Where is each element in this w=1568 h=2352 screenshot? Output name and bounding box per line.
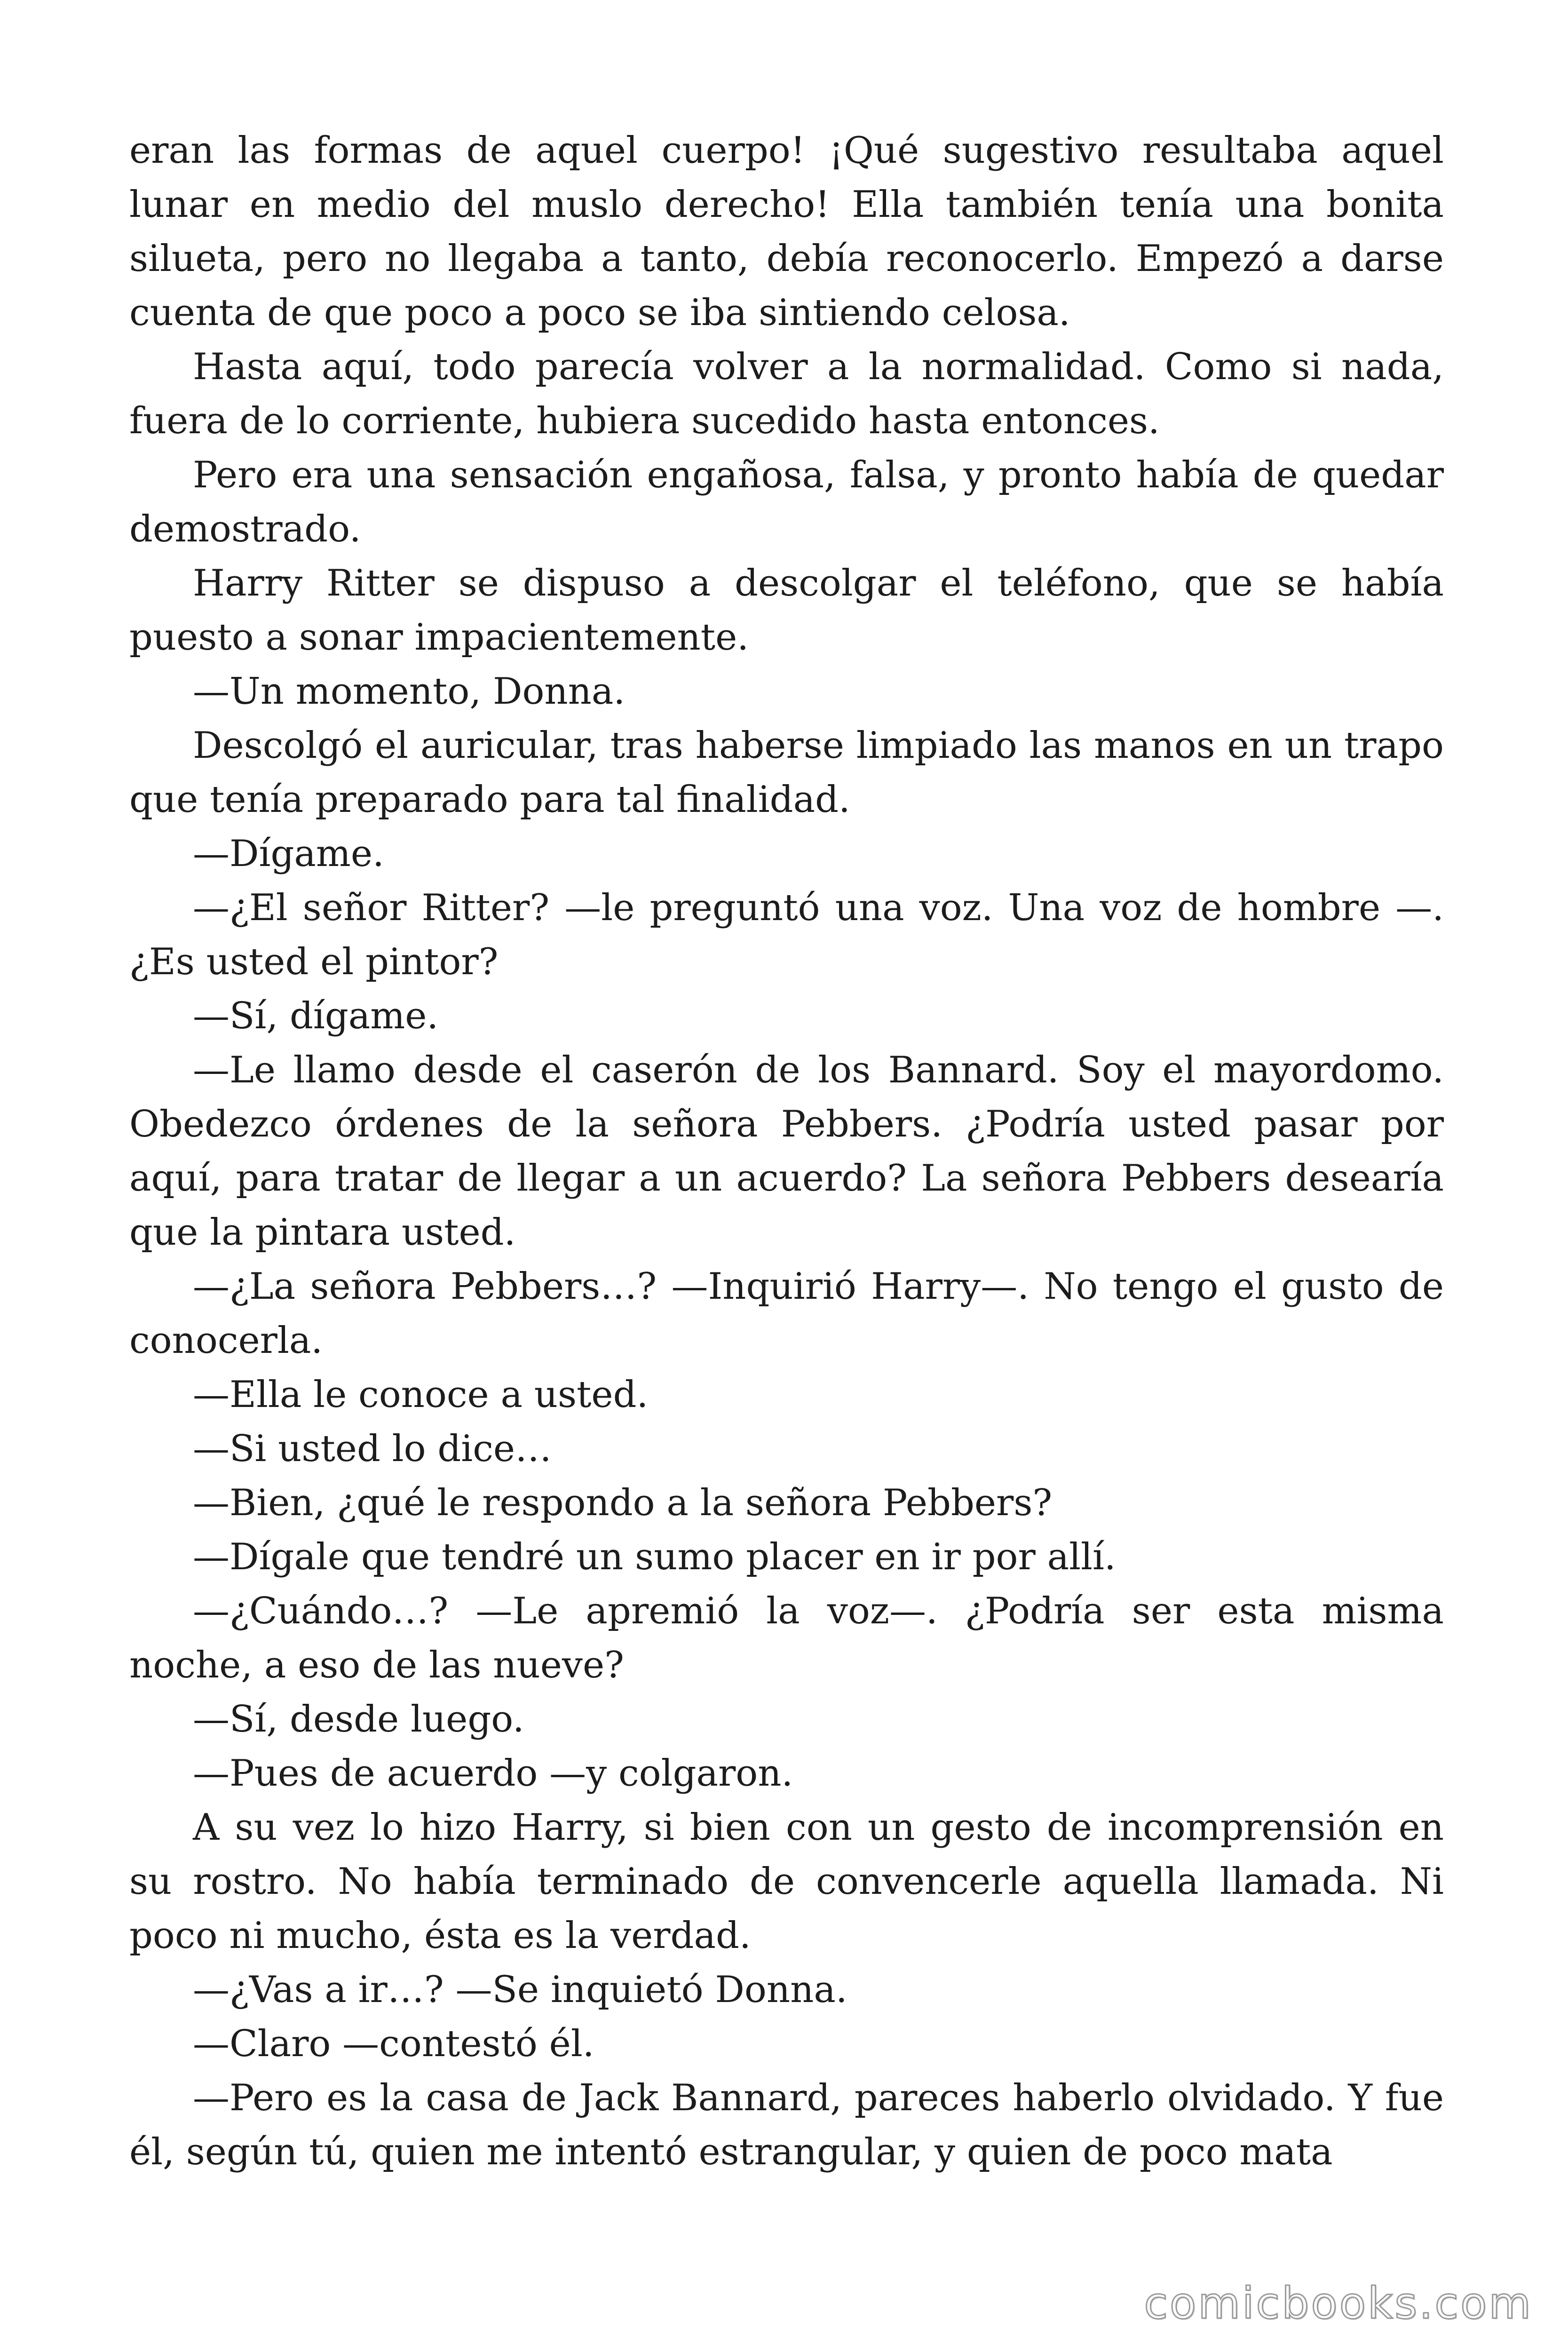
paragraph: Harry Ritter se dispuso a descolgar el teléfono, que se había puesto a sonar impacientemente. [129,562,1444,659]
dialogue-line: —¿Vas a ir…? —Se inquietó Donna. [193,1969,847,2011]
dialogue-line: —Claro —contestó él. [193,2023,594,2065]
dialogue-line: —Dígame. [193,833,384,875]
dialogue-line: —¿El señor Ritter? —le preguntó una voz. Una voz de hombre —. ¿Es usted el pintor? [129,887,1444,983]
paragraph: Pero era una sensación engañosa, falsa, y pronto había de quedar demostrado. [129,454,1444,550]
dialogue-line: —Bien, ¿qué le respondo a la señora Pebbers? [193,1482,1053,1524]
dialogue-line: —Dígale que tendré un sumo placer en ir por allí. [193,1536,1116,1578]
paragraph: Descolgó el auricular, tras haberse limpiado las manos en un trapo que tenía preparado para tal finalidad. [129,724,1444,821]
paragraph: eran las formas de aquel cuerpo! ¡Qué sugestivo resultaba aquel lunar en medio del muslo derecho! Ella también tenía una bonita silueta, pero no llegaba a tanto, debía reconocerlo. Empezó a darse cuenta de que poco a poco se iba sintiendo celosa. [129,129,1444,334]
paragraph: Hasta aquí, todo parecía volver a la normalidad. Como si nada, fuera de lo corriente, hubiera sucedido hasta entonces. [129,346,1444,442]
paragraph: A su vez lo hizo Harry, si bien con un gesto de incomprensión en su rostro. No había terminado de convencerle aquella llamada. Ni poco ni mucho, ésta es la verdad. [129,1806,1444,1957]
dialogue-line: —Sí, desde luego. [193,1698,524,1740]
dialogue-line: —Pero es la casa de Jack Bannard, pareces haberlo olvidado. Y fue él, según tú, quien me intentó estrangular, y quien de poco mata [129,2077,1444,2173]
watermark: comicbooks.com [1144,2278,1533,2328]
dialogue-line: —Sí, dígame. [193,995,439,1037]
dialogue-line: —¿Cuándo…? —Le apremió la voz—. ¿Podría ser esta misma noche, a eso de las nueve? [129,1590,1444,1686]
dialogue-line: —Un momento, Donna. [193,670,626,713]
dialogue-line: —Pues de acuerdo —y colgaron. [193,1752,793,1795]
dialogue-line: —Ella le conoce a usted. [193,1374,649,1416]
body-text [129,124,1444,2179]
dialogue-line: —Si usted lo dice… [193,1428,552,1470]
dialogue-line: —¿La señora Pebbers…? —Inquirió Harry—. No tengo el gusto de conocerla. [129,1265,1444,1362]
dialogue-line: —Le llamo desde el caserón de los Bannard. Soy el mayordomo. Obedezco órdenes de la señora Pebbers. ¿Podría usted pasar por aquí, para tratar de llegar a un acuerdo? La señora Pebbers desearía que la pintara usted. [129,1049,1444,1254]
